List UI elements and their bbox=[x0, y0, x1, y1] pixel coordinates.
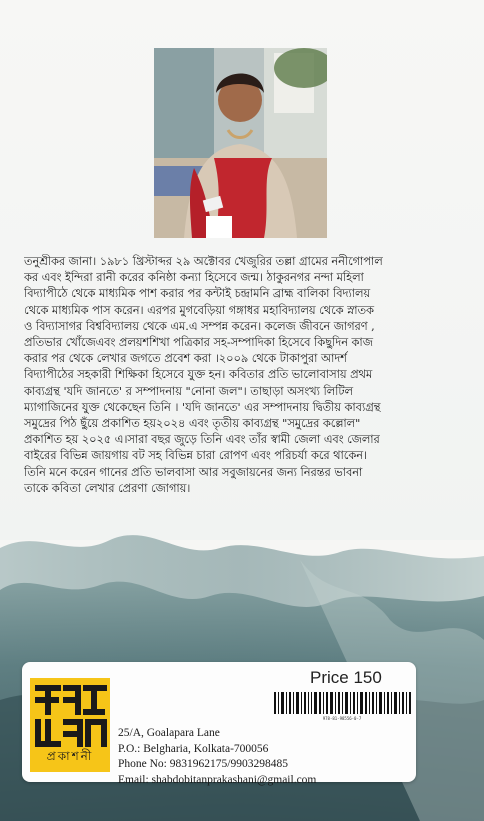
bio-line: বাইরের বিভিন্ন জায়গায় বট সহ বিভিন্ন চারা রোপণ এবং পরিচর্যা করে থাকেন। bbox=[24, 449, 368, 463]
bio-line: ও বিদ্যাসাগর বিশ্ববিদ্যালয় থেকে এম.এ সম্পন্ন করেন। কলেজ জীবনে জাগরণ , bbox=[24, 319, 375, 333]
publisher-address bbox=[118, 726, 316, 788]
publisher-card bbox=[22, 662, 416, 786]
isbn-number: 978-81-98556-0-7 bbox=[322, 716, 362, 721]
logo-text: প্রকাশনী bbox=[46, 749, 94, 763]
barcode-icon bbox=[272, 692, 412, 714]
bio-line: প্রতিভার খোঁজেএবং প্রলয়শশিখা পত্রিকার সহ-সম্পাদিকা হিসেবে কিছুদিন কাজ bbox=[24, 336, 373, 350]
bio-line: করার পর থেকে লেখার জগতে প্রবেশ করা ।২০০৯ থেকে টাকাপুরা আদর্শ bbox=[24, 352, 347, 366]
bio-line: বিদ্যাপীঠে থেকে মাধ্যমিক পাশ করার পর কন্টাই চন্দ্রামনি ব্রাহ্ম বালিকা বিদ্যালয় bbox=[24, 287, 371, 301]
author-photo bbox=[154, 48, 327, 238]
bio-line: কাব্যগ্রন্থ 'যদি জানতে' র সম্পাদনায় "নোনা জল"। তাছাড়া অসংখ্য লিটিল bbox=[24, 384, 353, 398]
bio-line: বিদ্যাপীঠের সহকারী শিক্ষিকা হিসেবে যুক্ত হন। কবিতার প্রতি ভালোবাসায় প্রথম bbox=[24, 368, 373, 382]
price-label: Price 150 bbox=[310, 668, 382, 687]
publisher-logo bbox=[30, 678, 110, 772]
bio-line: তাকে কবিতা লেখার প্রেরণা জোগায়। bbox=[24, 481, 191, 495]
bio-line: প্রকাশিত হয় ২০২৫ এ।সারা বছর জুড়ে তিনি এবং তাঁর স্বামী জেলা এবং জেলার bbox=[24, 433, 380, 447]
bio-line: থেকে মাধ্যমিক পাস করেন। এরপর মুগবেড়িয়া গঙ্গাধর মহাবিদ্যালয় থেকে স্নাতক bbox=[24, 303, 374, 317]
bio-line: ম্যাগাজিনের যুক্ত থেকেছেন তিনি । 'যদি জানতে' এর সম্পাদনায় দ্বিতীয় কাব্যগ্রন্থ bbox=[24, 400, 381, 414]
phone-line: Phone No: 9831962175/9903298485 bbox=[118, 758, 288, 771]
bio-line: তিনি মনে করেন গানের প্রতি ভালবাসা আর সবুজায়নের জন্য নিরন্তর ভাবনা bbox=[24, 465, 363, 479]
author-bio bbox=[24, 254, 460, 497]
bio-line: সমুদ্রের পিঠ ছুঁয়ে প্রকাশিত হয়২০২৪ এবং তৃতীয় কাব্যগ্রন্থ "সমুদ্রের কল্লোল" bbox=[24, 417, 361, 431]
bio-line: কর এবং ইন্দিরা রানী করের কনিষ্ঠা কন্যা হিসেবে জন্ম। ঠাকুরনগর নন্দা মহিলা bbox=[24, 271, 364, 285]
bio-line: তনুশ্রীকর জানা। ১৯৮১ খ্রিস্টাব্দর ২৯ অক্টোবর খেজুরির তল্লা গ্রামের ননীগোপাল bbox=[24, 255, 383, 268]
email-line: Email: shabdobitanprakashani@gmail.com bbox=[118, 773, 317, 786]
address-line: P.O.: Belgharia, Kolkata-700056 bbox=[118, 742, 269, 755]
address-line: 25/A, Goalapara Lane bbox=[118, 727, 220, 739]
logo-mark-icon bbox=[30, 678, 110, 750]
barcode bbox=[272, 692, 412, 722]
